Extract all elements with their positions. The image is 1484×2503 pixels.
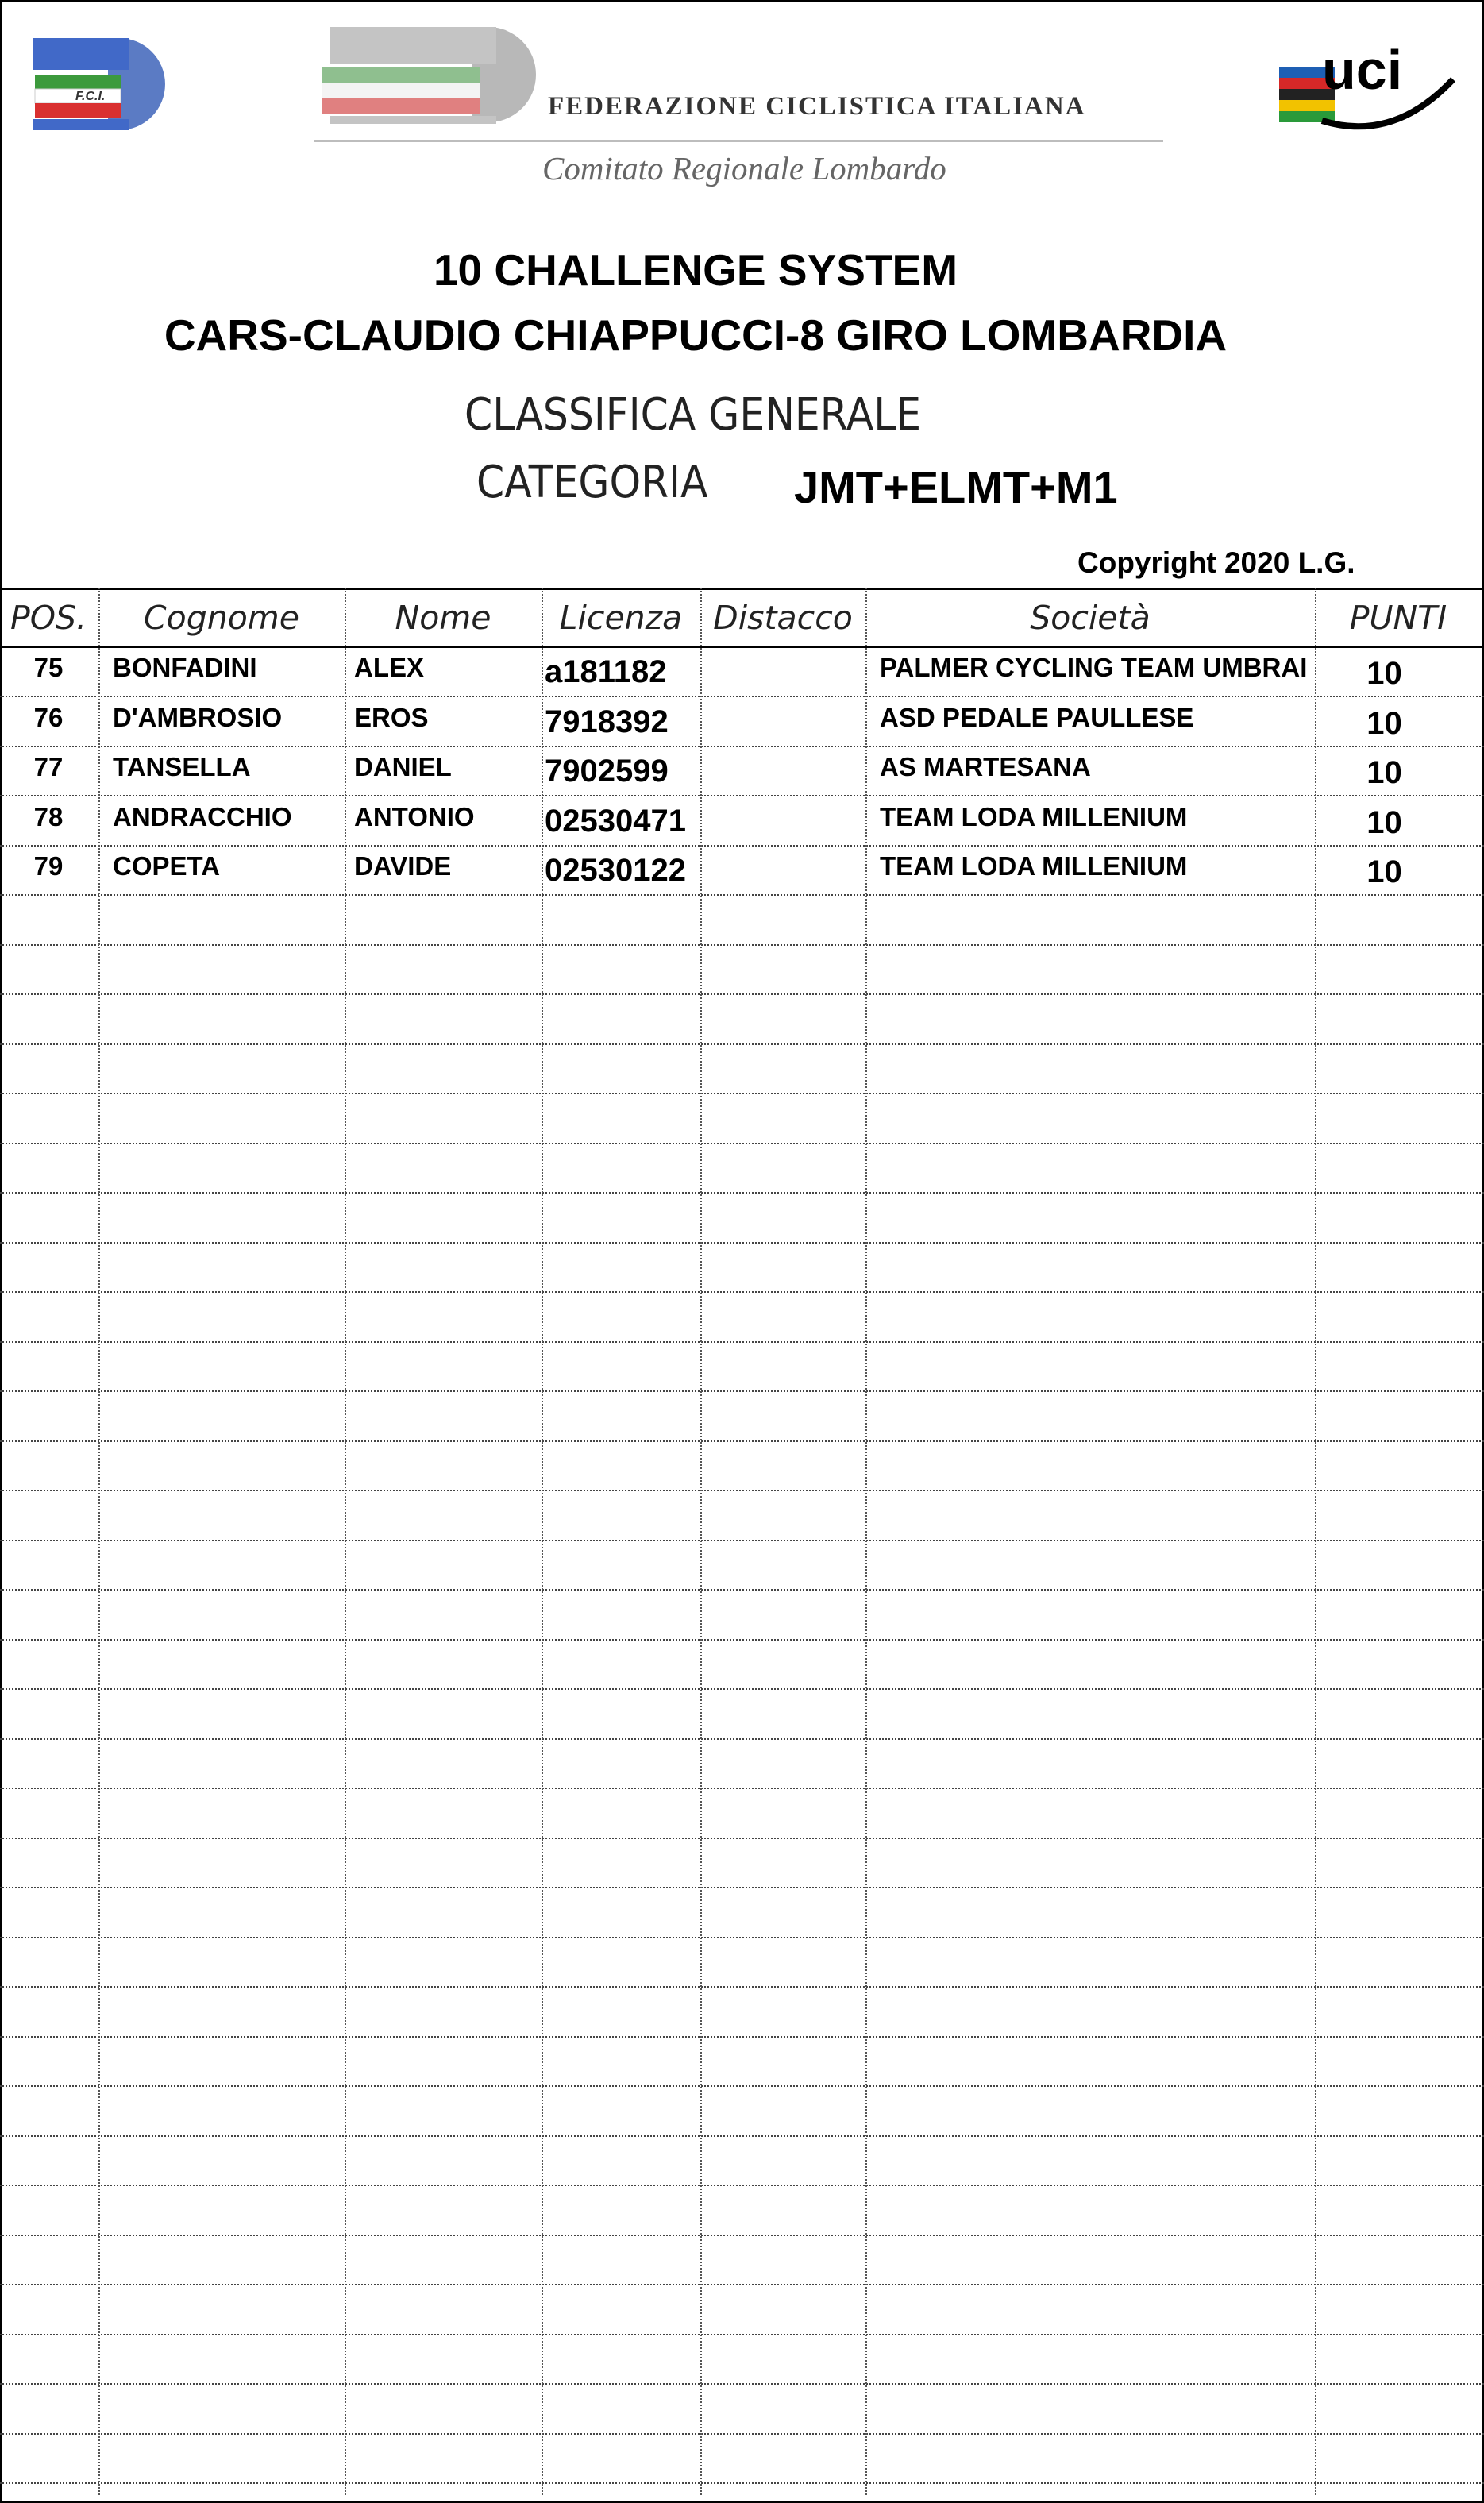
column-header-societa: Società — [1030, 599, 1151, 637]
cell-cognome: D'AMBROSIO — [113, 702, 283, 732]
cell-societa: PALMER CYCLING TEAM UMBRAI — [880, 653, 1308, 682]
race-title: CARS-CLAUDIO CHIAPPUCCI-8 GIRO LOMBARDIA — [164, 310, 1228, 360]
cell-nome: DANIEL — [354, 752, 452, 781]
cell-licenza: 02530471 — [545, 803, 686, 839]
cell-cognome: COPETA — [113, 851, 221, 881]
cell-nome: DAVIDE — [354, 851, 452, 881]
cell-licenza: 7918392 — [545, 704, 669, 739]
table-row — [0, 1442, 1484, 1491]
table-row — [0, 1294, 1484, 1343]
challenge-title: 10 CHALLENGE SYSTEM — [433, 245, 958, 295]
table-row — [0, 1889, 1484, 1938]
table-row — [0, 1045, 1484, 1094]
cell-nome: EROS — [354, 702, 429, 732]
column-separator — [1315, 588, 1316, 2495]
cell-pos: 78 — [33, 801, 64, 831]
classification-heading: CLASSIFICA GENERALE — [464, 389, 922, 441]
table-row — [0, 1641, 1484, 1690]
federation-divider — [314, 140, 1163, 142]
table-row — [0, 1194, 1484, 1244]
table-top-border — [0, 588, 1484, 590]
table-row — [0, 1790, 1484, 1839]
table-row — [0, 1839, 1484, 1888]
table-row — [0, 2137, 1484, 2186]
cell-licenza: 7902599 — [545, 754, 669, 789]
column-separator — [98, 588, 100, 2495]
table-row — [0, 698, 1484, 747]
table-row — [0, 1988, 1484, 2038]
cell-societa: TEAM LODA MILLENIUM — [880, 851, 1188, 881]
table-row — [0, 946, 1484, 995]
table-row — [0, 1244, 1484, 1293]
table-row — [0, 2236, 1484, 2285]
cell-punti: 10 — [1366, 705, 1402, 741]
cell-pos: 77 — [33, 752, 64, 781]
copyright-notice: Copyright 2020 L.G. — [1077, 546, 1355, 579]
category-label: CATEGORIA — [476, 457, 708, 508]
cell-cognome: BONFADINI — [113, 653, 257, 682]
cell-cognome: TANSELLA — [113, 752, 251, 781]
cell-punti: 10 — [1366, 804, 1402, 840]
cell-nome: ALEX — [354, 653, 425, 682]
table-row — [0, 797, 1484, 847]
column-separator — [700, 588, 702, 2495]
table-row — [0, 1691, 1484, 1740]
table-row — [0, 2435, 1484, 2484]
column-header-pos: POS. — [10, 599, 87, 637]
cell-societa: TEAM LODA MILLENIUM — [880, 801, 1188, 831]
cell-cognome: ANDRACCHIO — [113, 801, 292, 831]
table-row — [0, 897, 1484, 946]
table-row — [0, 2038, 1484, 2087]
table-row — [0, 1393, 1484, 1442]
cell-nome: ANTONIO — [354, 801, 475, 831]
cell-pos: 76 — [33, 702, 64, 732]
table-row — [0, 1492, 1484, 1541]
cell-societa: AS MARTESANA — [880, 752, 1091, 781]
category-value: JMT+ELMT+M1 — [794, 462, 1118, 512]
cell-punti: 10 — [1366, 656, 1402, 691]
fci-logo-text: F.C.I. — [75, 90, 106, 103]
table-row — [0, 1740, 1484, 1789]
cell-pos: 75 — [33, 653, 64, 682]
table-row — [0, 648, 1484, 697]
column-header-distacco: Distacco — [713, 599, 853, 637]
table-row — [0, 2187, 1484, 2236]
committee-name: Comitato Regionale Lombardo — [542, 150, 946, 187]
table-row — [0, 1591, 1484, 1641]
column-header-licenza: Licenza — [559, 599, 683, 637]
table-row — [0, 747, 1484, 796]
column-separator — [345, 588, 346, 2495]
table-row — [0, 1541, 1484, 1591]
table-row — [0, 1095, 1484, 1144]
federation-name: FEDERAZIONE CICLISTICA ITALIANA — [548, 92, 1086, 121]
table-row — [0, 2335, 1484, 2385]
table-row — [0, 1938, 1484, 1988]
table-row — [0, 2088, 1484, 2137]
cell-punti: 10 — [1366, 755, 1402, 790]
table-row — [0, 847, 1484, 896]
cell-licenza: a181182 — [545, 654, 667, 689]
table-row — [0, 2385, 1484, 2435]
column-header-cognome: Cognome — [144, 599, 299, 637]
cell-punti: 10 — [1366, 854, 1402, 889]
table-row — [0, 996, 1484, 1045]
column-header-nome: Nome — [395, 599, 491, 637]
uci-logo — [1274, 32, 1465, 135]
cell-pos: 79 — [33, 851, 64, 881]
column-separator — [865, 588, 867, 2495]
column-header-punti: PUNTI — [1349, 599, 1447, 637]
cell-licenza: 02530122 — [545, 853, 686, 888]
table-row — [0, 1343, 1484, 1392]
uci-logo-text: uci — [1322, 39, 1403, 101]
table-row — [0, 1144, 1484, 1194]
fci-logo — [32, 35, 206, 133]
column-separator — [542, 588, 543, 2495]
cell-societa: ASD PEDALE PAULLESE — [880, 702, 1194, 732]
federation-flag-logo — [314, 24, 552, 135]
table-row — [0, 2286, 1484, 2335]
